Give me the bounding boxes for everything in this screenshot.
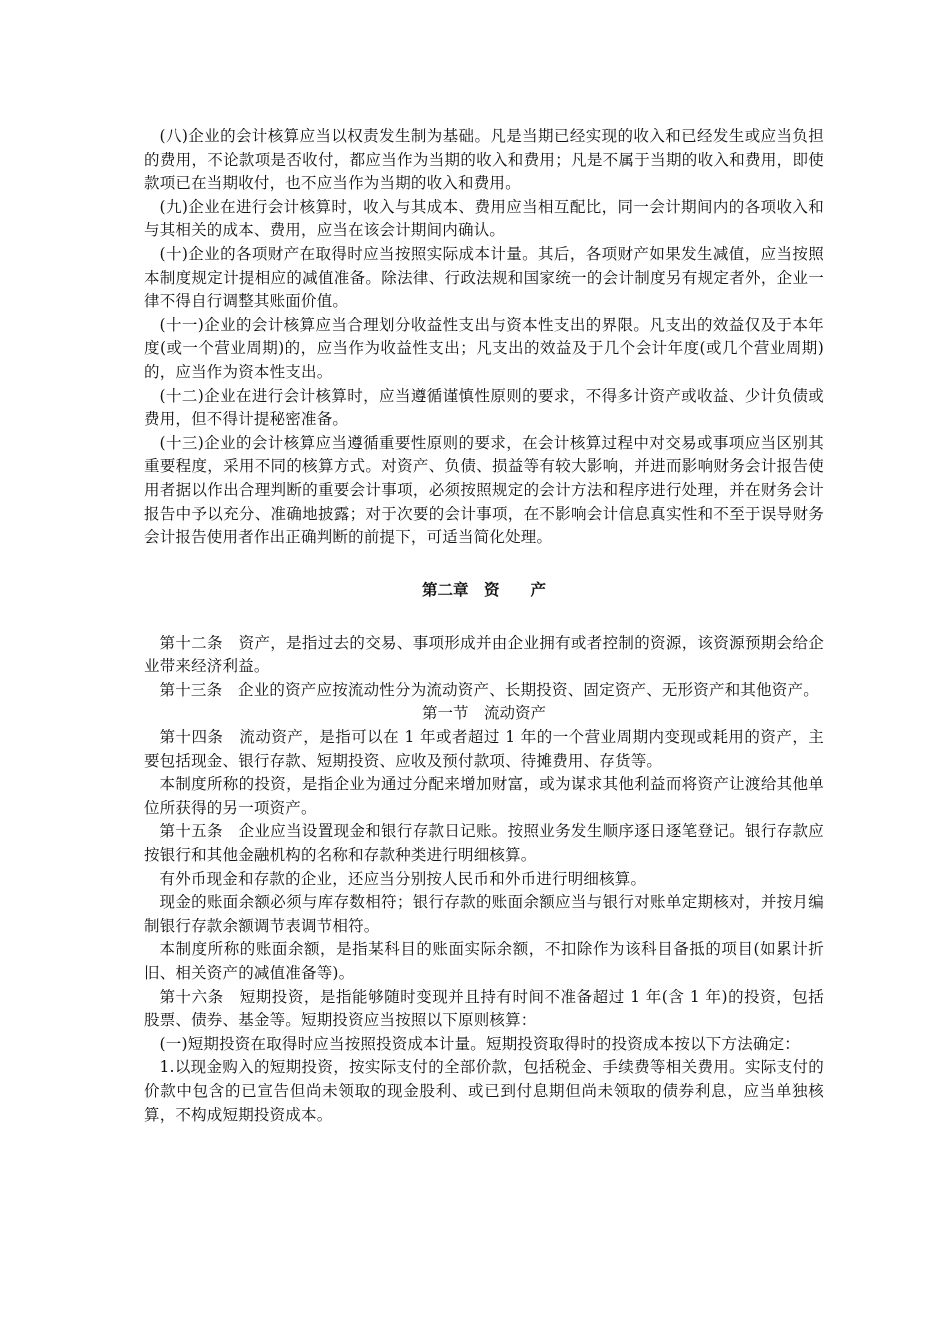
paragraph-book-balance: 本制度所称的账面余额，是指某科目的账面实际余额，不扣除作为该科目备抵的项目(如累计折旧、相关资产的减值准备等)。 <box>144 940 824 982</box>
paragraph-principle-8: (八)企业的会计核算应当以权责发生制为基础。凡是当期已经实现的收入和已经发生或应当负担的费用，不论款项是否收付，都应当作为当期的收入和费用；凡是不属于当期的收入和费用，即使款项已在当期收付，也不应当作为当期的收入和费用。 <box>144 127 824 193</box>
paragraph-cash-balance: 现金的账面余额必须与库存数相符；银行存款的账面余额应当与银行对账单定期核对，并按月编制银行存款余额调节表调节相符。 <box>144 893 824 935</box>
paragraph-article-13: 第十三条 企业的资产应按流动性分为流动资产、长期投资、固定资产、无形资产和其他资产。 <box>159 680 819 699</box>
document-page <box>144 125 824 1127</box>
paragraph-foreign-currency: 有外币现金和存款的企业，还应当分别按人民币和外币进行明细核算。 <box>159 869 647 888</box>
paragraph-investment-definition: 本制度所称的投资，是指企业为通过分配来增加财富，或为谋求其他利益而将资产让渡给其他单位所获得的另一项资产。 <box>144 775 824 817</box>
paragraph-item-1: (一)短期投资在取得时应当按照投资成本计量。短期投资取得时的投资成本按以下方法确定： <box>159 1034 800 1053</box>
paragraph-article-15: 第十五条 企业应当设置现金和银行存款日记账。按照业务发生顺序逐日逐笔登记。银行存款应按银行和其他金融机构的名称和存款种类进行明细核算。 <box>144 822 824 865</box>
section-title: 第一节 流动资产 <box>421 704 546 723</box>
paragraph-principle-13: (十三)企业的会计核算应当遵循重要性原则的要求，在会计核算过程中对交易或事项应当区别其重要程度，采用不同的核算方式。对资产、负债、损益等有较大影响，并进而影响财务会计报告使用者据以作出合理判断的重要会计事项，必须按照规定的会计方法和程序进行处理，并在财务会计报告中予以充分、准确地披露；对于次要的会计事项，在不影响会计信息真实性和不至于误导财务会计报告使用者作出正确判断的前提下，可适当简化处理。 <box>144 433 824 547</box>
paragraph-subitem-1: 1.以现金购入的短期投资，按实际支付的全部价款，包括税金、手续费等相关费用。实际支付的价款中包含的已宣告但尚未领取的现金股利、或已到付息期但尚未领取的债券利息，应当单独核算，不构成短期投资成本。 <box>144 1058 824 1124</box>
paragraph-article-16: 第十六条 短期投资，是指能够随时变现并且持有时间不准备超过 1 年(含 1 年)的投资，包括股票、债券、基金等。短期投资应当按照以下原则核算： <box>144 987 824 1030</box>
paragraph-article-12: 第十二条 资产，是指过去的交易、事项形成并由企业拥有或者控制的资源，该资源预期会给企业带来经济利益。 <box>144 633 824 676</box>
paragraph-principle-9: (九)企业在进行会计核算时，收入与其成本、费用应当相互配比，同一会计期间内的各项收入和与其相关的成本、费用，应当在该会计期间内确认。 <box>144 197 824 240</box>
paragraph-principle-10: (十)企业的各项财产在取得时应当按照实际成本计量。其后，各项财产如果发生减值，应当按照本制度规定计提相应的减值准备。除法律、行政法规和国家统一的会计制度另有规定者外，企业一律不得自行调整其账面价值。 <box>144 244 824 311</box>
paragraph-principle-12: (十二)企业在进行会计核算时，应当遵循谨慎性原则的要求，不得多计资产或收益、少计负债或费用，但不得计提秘密准备。 <box>144 386 824 429</box>
chapter-title: 第二章 资 产 <box>421 580 546 599</box>
paragraph-principle-11: (十一)企业的会计核算应当合理划分收益性支出与资本性支出的界限。凡支出的效益仅及于本年度(或一个营业周期)的，应当作为收益性支出；凡支出的效益及于几个会计年度(或几个营业周期)的，应当作为资本性支出。 <box>144 315 824 381</box>
paragraph-article-14: 第十四条 流动资产，是指可以在 1 年或者超过 1 年的一个营业周期内变现或耗用的资产，主要包括现金、银行存款、短期投资、应收及预付款项、待摊费用、存货等。 <box>144 728 824 770</box>
